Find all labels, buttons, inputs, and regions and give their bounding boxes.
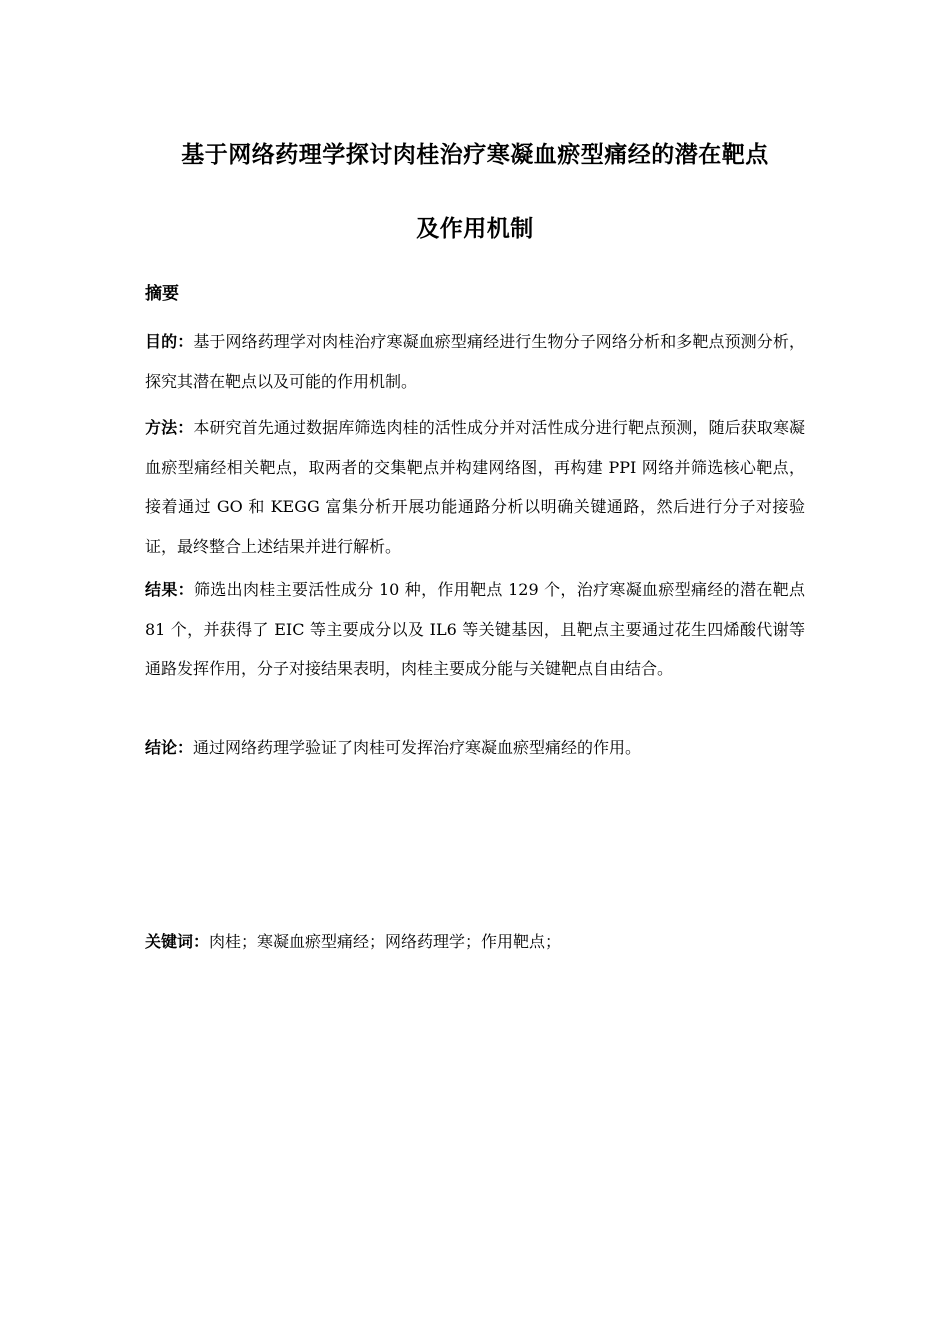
abstract-aim-paragraph: [145, 322, 805, 401]
conclusion-label: 结论：: [145, 738, 194, 757]
result-text: 筛选出肉桂主要活性成分 10 种，作用靶点 129 个，治疗寒凝血瘀型痛经的潜在靶点 81 个，并获得了 EIC 等主要成分以及 IL6 等关键基因，且靶点主要通过花生四烯酸代谢等通路发挥作用，分子对接结果表明，肉桂主要成分能与关键靶点自由结合。: [145, 580, 805, 678]
result-label: 结果：: [145, 580, 194, 599]
aim-label: 目的：: [145, 332, 194, 351]
abstract-method-paragraph: [145, 408, 805, 566]
conclusion-text: 通过网络药理学验证了肉桂可发挥治疗寒凝血瘀型痛经的作用。: [193, 738, 642, 757]
abstract-result-paragraph: [145, 570, 805, 689]
paper-title-line-1: 基于网络药理学探讨肉桂治疗寒凝血瘀型痛经的潜在靶点: [181, 142, 769, 168]
paper-title-line-2: 及作用机制: [416, 216, 534, 242]
keywords-text: 肉桂；寒凝血瘀型痛经；网络药理学；作用靶点；: [209, 932, 562, 951]
method-text: 本研究首先通过数据库筛选肉桂的活性成分并对活性成分进行靶点预测，随后获取寒凝血瘀型痛经相关靶点，取两者的交集靶点并构建网络图，再构建 PPI 网络并筛选核心靶点，接着通过 GO 和 KEGG 富集分析开展功能通路分析以明确关键通路，然后进行分子对接验证，最终整合上述结果并进行解析。: [145, 418, 805, 556]
keywords-paragraph: [145, 922, 805, 962]
abstract-conclusion-paragraph: [145, 728, 805, 768]
keywords-label: 关键词：: [145, 932, 210, 951]
aim-text: 基于网络药理学对肉桂治疗寒凝血瘀型痛经进行生物分子网络分析和多靶点预测分析，探究其潜在靶点以及可能的作用机制。: [145, 332, 805, 391]
abstract-heading: 摘要: [145, 284, 179, 304]
method-label: 方法：: [145, 418, 194, 437]
